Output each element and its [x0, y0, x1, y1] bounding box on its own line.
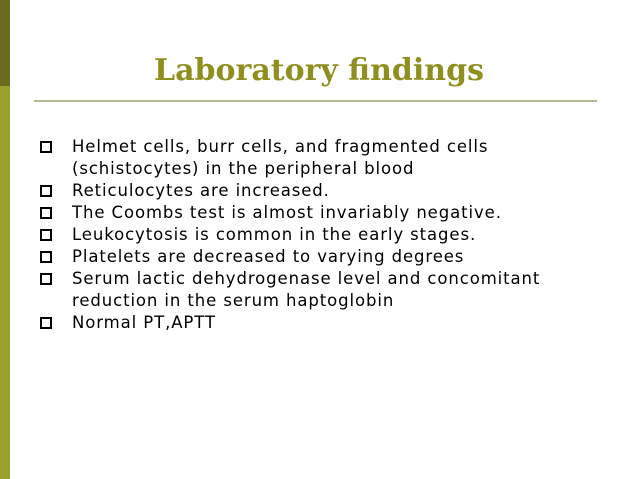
title-divider: [34, 100, 597, 102]
square-bullet-icon: [40, 141, 52, 153]
bullet-list: [40, 136, 585, 334]
list-item-text: Helmet cells, burr cells, and fragmented cells (schistocytes) in the peripheral blood: [72, 137, 489, 178]
list-item-text: Platelets are decreased to varying degrees: [72, 247, 465, 266]
list-item: [40, 136, 585, 180]
list-item: [40, 268, 585, 312]
square-bullet-icon: [40, 251, 52, 263]
square-bullet-icon: [40, 229, 52, 241]
list-item: [40, 246, 585, 268]
list-item: [40, 312, 585, 334]
square-bullet-icon: [40, 207, 52, 219]
square-bullet-icon: [40, 273, 52, 285]
list-item: [40, 202, 585, 224]
list-item-text: Normal PT,APTT: [72, 313, 216, 332]
square-bullet-icon: [40, 185, 52, 197]
slide-title: Laboratory findings: [154, 53, 484, 88]
list-item: [40, 224, 585, 246]
list-item-text: Serum lactic dehydrogenase level and concomitant reduction in the serum haptoglobin: [72, 269, 541, 310]
list-item-text: The Coombs test is almost invariably negative.: [72, 203, 502, 222]
square-bullet-icon: [40, 317, 52, 329]
sidebar-accent-light: [0, 86, 10, 479]
list-item-text: Leukocytosis is common in the early stages.: [72, 225, 477, 244]
list-item-text: Reticulocytes are increased.: [72, 181, 330, 200]
list-item: [40, 180, 585, 202]
